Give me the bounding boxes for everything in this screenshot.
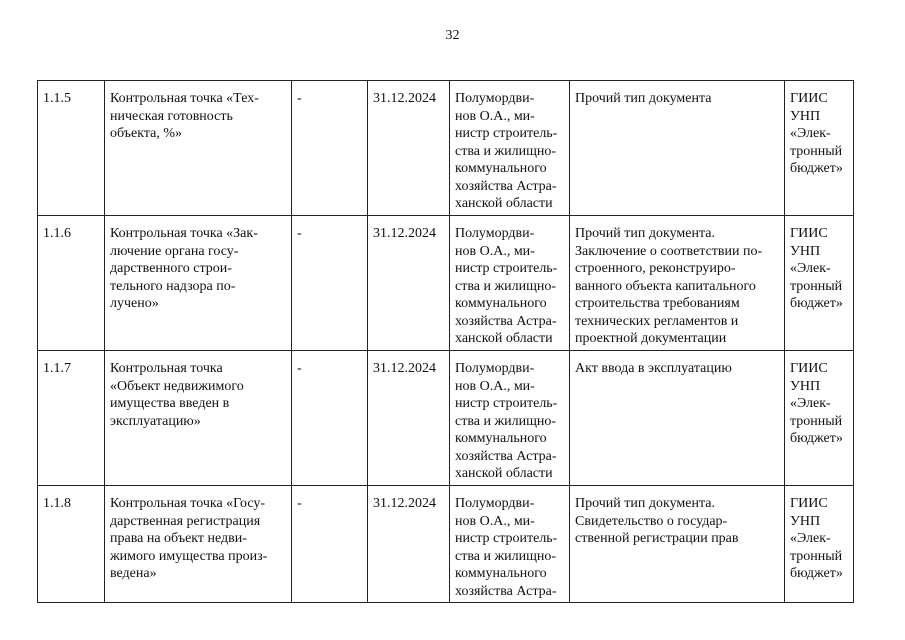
text-line: Контрольная точка «Тех- [110, 91, 259, 106]
text-line: тронный [790, 143, 843, 159]
text-line: ственной регистрации прав [575, 531, 739, 546]
table-body [38, 81, 854, 603]
dash-cell: - [292, 216, 368, 351]
text-line: Контрольная точка «Госу- [110, 496, 266, 511]
table-row [38, 486, 854, 603]
text-line: лючение органа госу- [110, 243, 239, 259]
text-line: строительства требованиям [575, 296, 740, 311]
text-line: Свидетельство о государ- [575, 513, 728, 529]
text-line: хозяйства Астра- [455, 448, 557, 464]
text-line: нов О.А., ми- [455, 513, 535, 529]
text-line: Полумордви- [455, 361, 535, 376]
dash-cell: - [292, 486, 368, 603]
text-line: ведена» [110, 566, 157, 581]
text-line: ханской области [455, 331, 553, 346]
text-line: нистр строитель- [455, 126, 558, 141]
text-line: коммунального [455, 431, 547, 446]
text-line: Полумордви- [455, 496, 535, 511]
text-line: «Элек- [790, 126, 831, 141]
text-line: ническая готовность [110, 108, 233, 124]
responsible-cell [450, 351, 570, 486]
text-line: хозяйства Астра- [455, 178, 557, 194]
responsible-cell [450, 81, 570, 216]
table-row [38, 216, 854, 351]
text-line: проектной документации [575, 331, 727, 346]
date-cell: 31.12.2024 [368, 81, 450, 216]
system-cell [785, 81, 854, 216]
text-line: «Элек- [790, 396, 831, 411]
date-cell: 31.12.2024 [368, 351, 450, 486]
text-line: Заключение о соответствии по- [575, 243, 763, 259]
text-line: ханской области [455, 466, 553, 481]
text-line: нистр строитель- [455, 396, 558, 411]
table-row [38, 351, 854, 486]
text-line: тельного надзора по- [110, 278, 236, 294]
text-line: жимого имущества произ- [110, 548, 268, 564]
item-number: 1.1.7 [38, 351, 105, 486]
dash-cell: - [292, 351, 368, 486]
text-line: ГИИС [790, 91, 828, 106]
text-line: бюджет» [790, 296, 843, 311]
text-line: бюджет» [790, 566, 843, 581]
text-line: УНП [790, 513, 821, 529]
text-line: Полумордви- [455, 226, 535, 241]
text-line: объекта, %» [110, 126, 183, 141]
item-number: 1.1.5 [38, 81, 105, 216]
text-line: ГИИС [790, 361, 828, 376]
text-line: Прочий тип документа. [575, 496, 715, 511]
text-line: тронный [790, 548, 843, 564]
document-type-cell [570, 351, 785, 486]
text-line: Прочий тип документа. [575, 226, 715, 241]
checkpoints-table [37, 80, 854, 603]
text-line: нистр строитель- [455, 261, 558, 276]
text-line: Контрольная точка «Зак- [110, 226, 258, 241]
text-line: коммунального [455, 296, 547, 311]
dash-cell: - [292, 81, 368, 216]
text-line: коммунального [455, 161, 547, 176]
text-line: ства и жилищно- [455, 548, 557, 564]
responsible-cell [450, 486, 570, 603]
text-line: УНП [790, 378, 821, 394]
system-cell [785, 486, 854, 603]
text-line: ГИИС [790, 226, 828, 241]
text-line: коммунального [455, 566, 547, 581]
checkpoint-title [105, 351, 292, 486]
text-line: ства и жилищно- [455, 413, 557, 429]
text-line: УНП [790, 108, 821, 124]
text-line: Контрольная точка [110, 361, 223, 376]
text-line: технических регламентов и [575, 313, 739, 329]
document-type-cell [570, 216, 785, 351]
text-line: «Элек- [790, 531, 831, 546]
item-number: 1.1.8 [38, 486, 105, 603]
checkpoint-title [105, 216, 292, 351]
system-cell [785, 351, 854, 486]
table-row [38, 81, 854, 216]
text-line: хозяйства Астра- [455, 583, 557, 599]
document-type-cell [570, 486, 785, 603]
text-line: нов О.А., ми- [455, 378, 535, 394]
text-line: тронный [790, 413, 843, 429]
text-line: хозяйства Астра- [455, 313, 557, 329]
text-line: нистр строитель- [455, 531, 558, 546]
text-line: права на объект недви- [110, 531, 247, 546]
checkpoint-title [105, 81, 292, 216]
text-line: строенного, реконструиро- [575, 261, 736, 276]
text-line: ханской области [455, 196, 553, 211]
text-line: ства и жилищно- [455, 278, 557, 294]
system-cell [785, 216, 854, 351]
text-line: Акт ввода в эксплуатацию [575, 361, 732, 376]
text-line: дарственная регистрация [110, 513, 261, 529]
text-line: нов О.А., ми- [455, 108, 535, 124]
text-line: Полумордви- [455, 91, 535, 106]
text-line: нов О.А., ми- [455, 243, 535, 259]
checkpoint-title [105, 486, 292, 603]
page-number: 32 [445, 28, 460, 43]
date-cell: 31.12.2024 [368, 216, 450, 351]
text-line: Прочий тип документа [575, 91, 712, 106]
text-line: тронный [790, 278, 843, 294]
text-line: лучено» [110, 296, 159, 311]
text-line: ГИИС [790, 496, 828, 511]
text-line: УНП [790, 243, 821, 259]
item-number: 1.1.6 [38, 216, 105, 351]
text-line: «Объект недвижимого [110, 378, 244, 394]
text-line: ства и жилищно- [455, 143, 557, 159]
document-type-cell [570, 81, 785, 216]
text-line: «Элек- [790, 261, 831, 276]
text-line: эксплуатацию» [110, 413, 201, 429]
text-line: ванного объекта капитального [575, 278, 756, 294]
date-cell: 31.12.2024 [368, 486, 450, 603]
text-line: имущества введен в [110, 396, 230, 411]
text-line: дарственного строи- [110, 261, 232, 276]
text-line: бюджет» [790, 161, 843, 176]
responsible-cell [450, 216, 570, 351]
text-line: бюджет» [790, 431, 843, 446]
